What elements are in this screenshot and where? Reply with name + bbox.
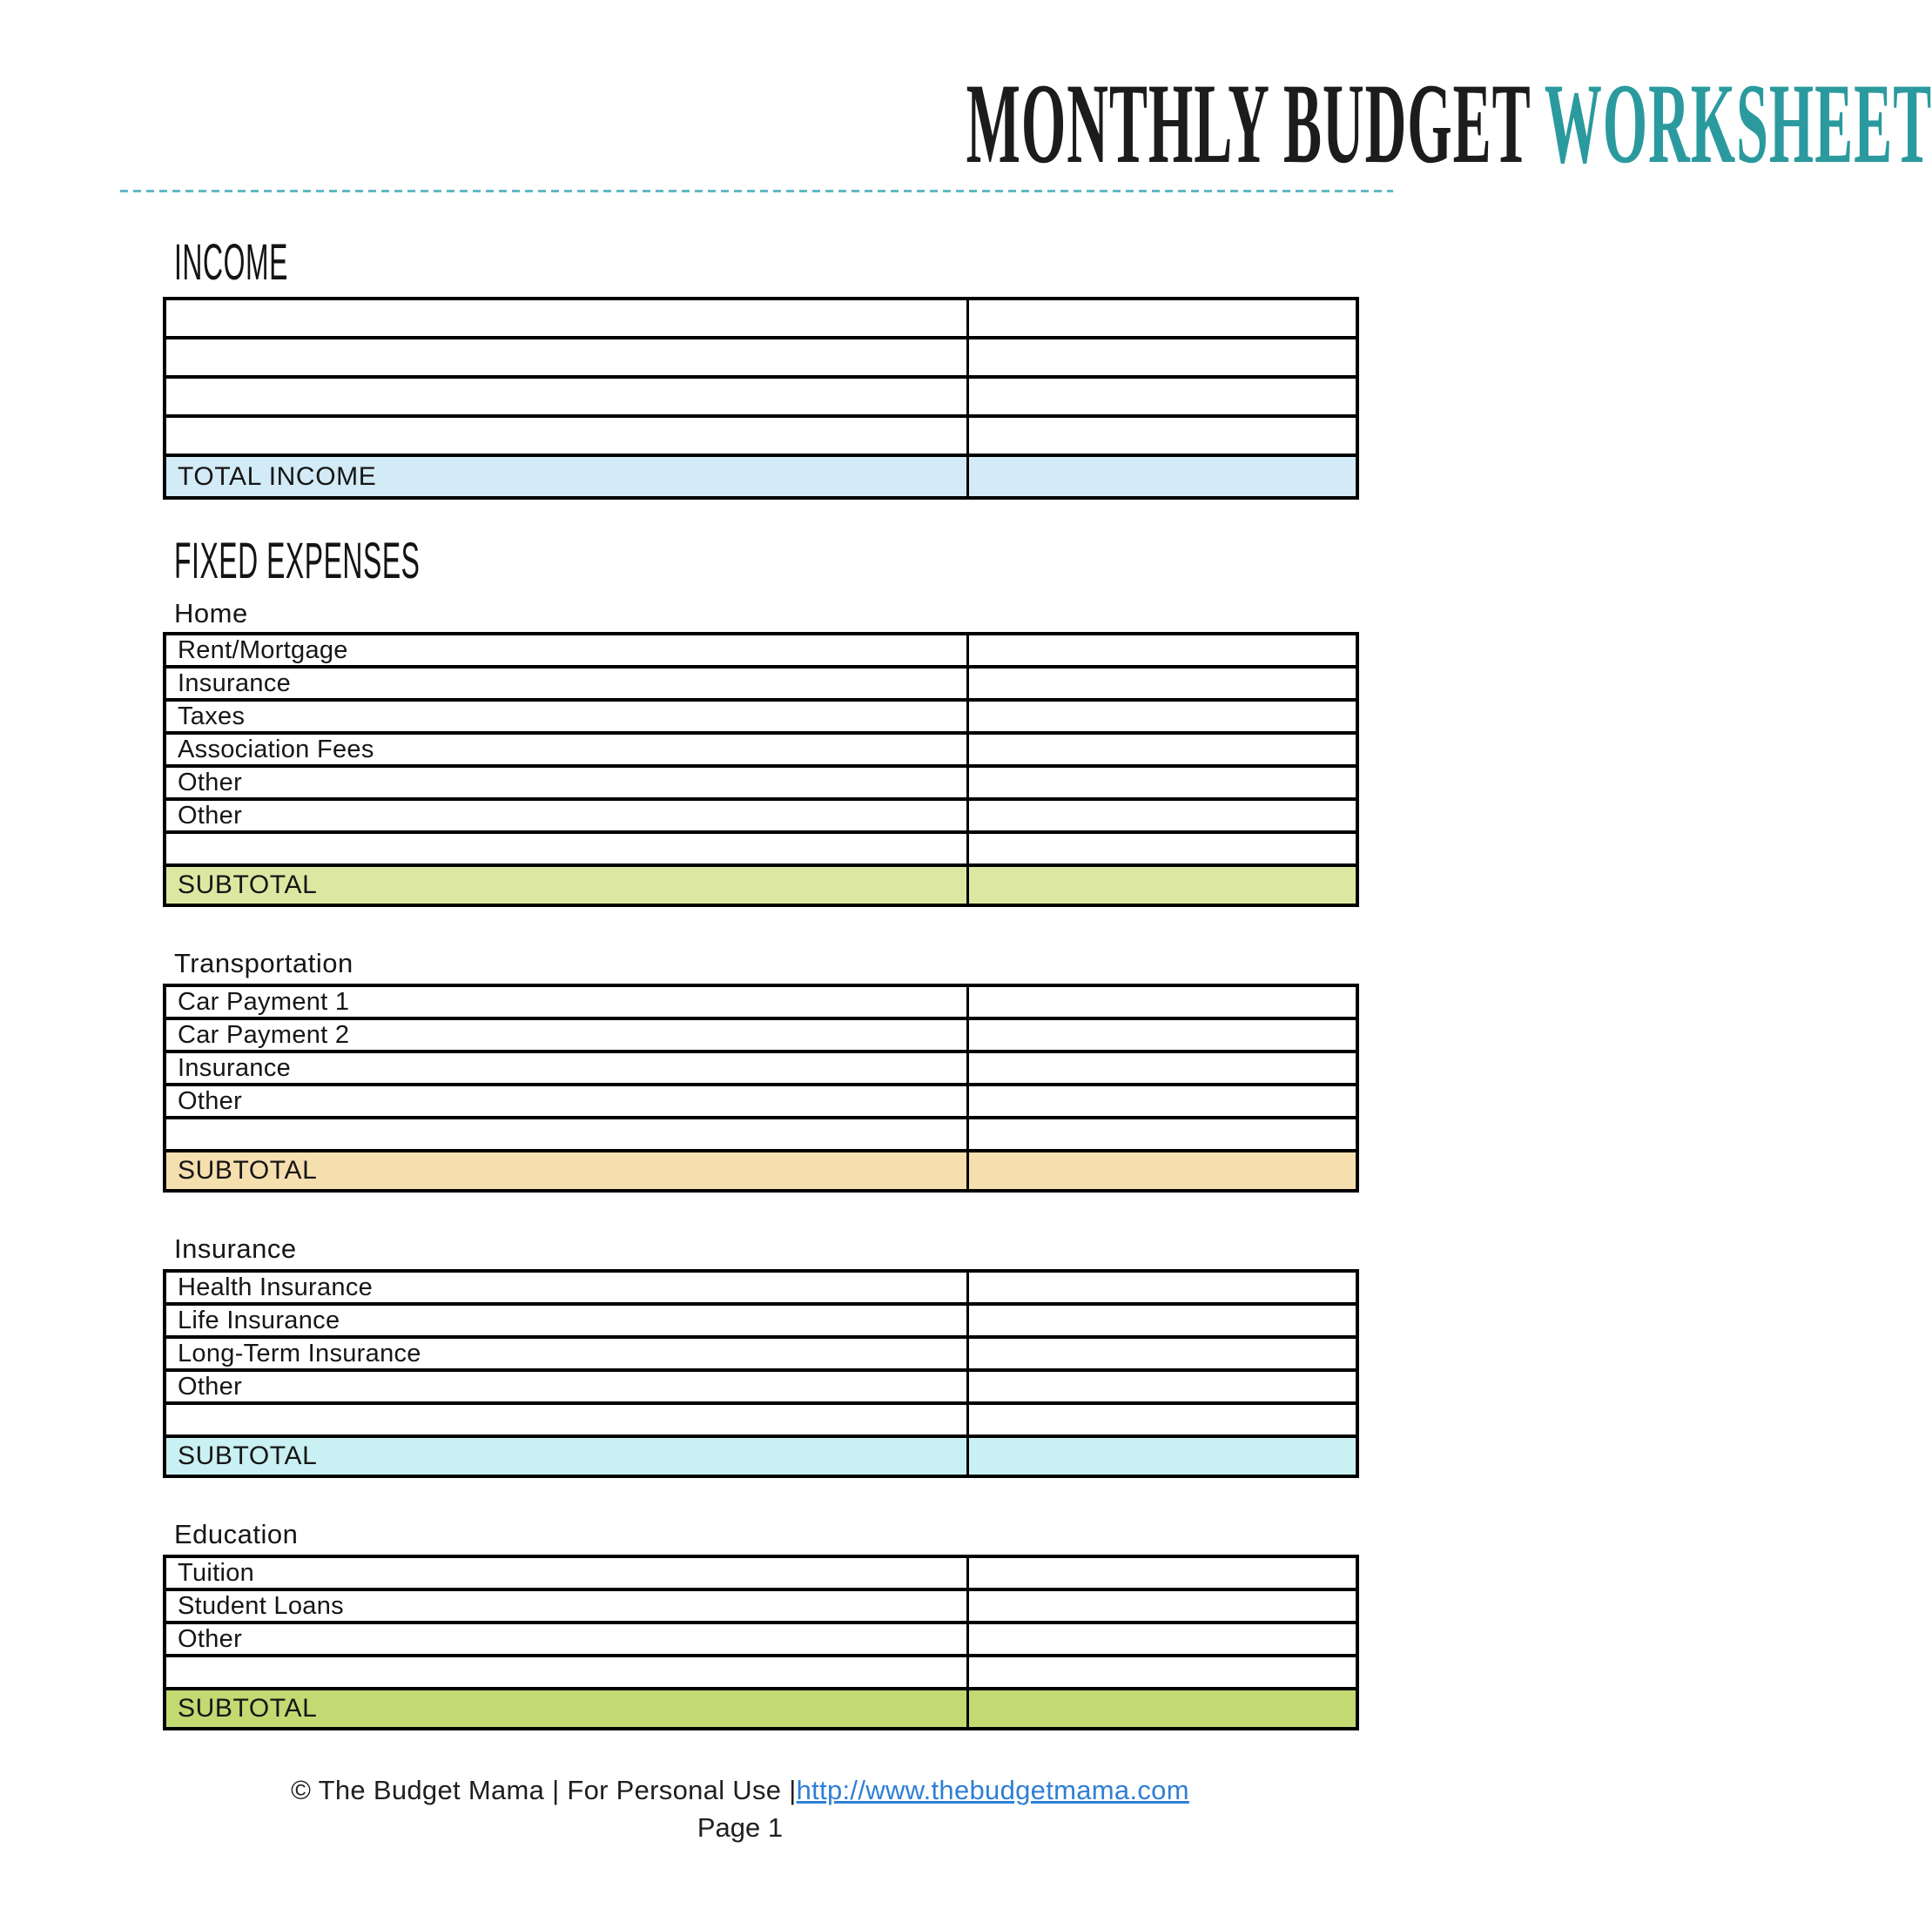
- item-label-cell: [166, 1657, 969, 1687]
- amount-cell: [969, 1372, 1356, 1401]
- table-row: [166, 1405, 1356, 1438]
- item-label-cell: Student Loans: [166, 1591, 969, 1621]
- item-label-cell: Tuition: [166, 1558, 969, 1588]
- item-label-cell: [166, 1119, 969, 1149]
- amount-cell: [969, 1020, 1356, 1050]
- income-amount-cell: [969, 300, 1356, 336]
- subtotal-label: SUBTOTAL: [166, 867, 969, 904]
- budget-mama-link[interactable]: http://www.thebudgetmama.com: [796, 1775, 1189, 1806]
- worksheet-content: [163, 234, 1359, 1730]
- credit-line: [0, 1774, 1480, 1808]
- table-row: [166, 635, 1356, 669]
- subtotal-amount-cell: [969, 1438, 1356, 1475]
- home-subtotal-row: [166, 867, 1356, 904]
- amount-cell: [969, 1339, 1356, 1368]
- table-row: [166, 1053, 1356, 1086]
- item-label-cell: Insurance: [166, 669, 969, 698]
- subtotal-label: SUBTOTAL: [166, 1690, 969, 1727]
- item-label-cell: Other: [166, 801, 969, 830]
- item-label-cell: Other: [166, 1086, 969, 1116]
- subtotal-amount-cell: [969, 1152, 1356, 1189]
- subtotal-label: SUBTOTAL: [166, 1152, 969, 1189]
- item-label-cell: Car Payment 1: [166, 987, 969, 1017]
- amount-cell: [969, 1624, 1356, 1654]
- table-row: [166, 669, 1356, 702]
- table-row: [166, 1020, 1356, 1053]
- amount-cell: [969, 635, 1356, 665]
- amount-cell: [969, 1086, 1356, 1116]
- transportation-group-heading: Transportation: [174, 948, 353, 979]
- amount-cell: [969, 801, 1356, 830]
- title-dashed-divider: [120, 190, 1393, 192]
- item-label-cell: Rent/Mortgage: [166, 635, 969, 665]
- item-label-cell: Other: [166, 1624, 969, 1654]
- amount-cell: [969, 1053, 1356, 1083]
- item-label-cell: Other: [166, 768, 969, 797]
- table-row: [166, 987, 1356, 1020]
- page-footer: [0, 1774, 1480, 1845]
- insurance-group-heading: Insurance: [174, 1233, 297, 1265]
- amount-cell: [969, 987, 1356, 1017]
- table-row: [166, 702, 1356, 735]
- subtotal-amount-cell: [969, 1690, 1356, 1727]
- table-row: [166, 1273, 1356, 1306]
- income-item-cell: [166, 418, 969, 454]
- insurance-expense-table: [163, 1269, 1359, 1478]
- table-row: [166, 1624, 1356, 1657]
- amount-cell: [969, 834, 1356, 863]
- insurance-subtotal-row: [166, 1438, 1356, 1475]
- subtotal-amount-cell: [969, 867, 1356, 904]
- total-income-amount-cell: [969, 457, 1356, 496]
- amount-cell: [969, 1119, 1356, 1149]
- education-group-heading: Education: [174, 1519, 299, 1550]
- amount-cell: [969, 669, 1356, 698]
- income-amount-cell: [969, 339, 1356, 375]
- income-amount-cell: [969, 379, 1356, 414]
- amount-cell: [969, 768, 1356, 797]
- income-table: [163, 297, 1359, 500]
- amount-cell: [969, 1558, 1356, 1588]
- item-label-cell: Taxes: [166, 702, 969, 731]
- income-row: [166, 339, 1356, 379]
- income-item-cell: [166, 300, 969, 336]
- table-row: [166, 735, 1356, 768]
- income-item-cell: [166, 339, 969, 375]
- table-row: [166, 1306, 1356, 1339]
- amount-cell: [969, 1273, 1356, 1302]
- table-row: [166, 1086, 1356, 1119]
- table-row: [166, 1657, 1356, 1690]
- table-row: [166, 768, 1356, 801]
- total-income-row: [166, 457, 1356, 496]
- amount-cell: [969, 702, 1356, 731]
- item-label-cell: Car Payment 2: [166, 1020, 969, 1050]
- table-row: [166, 1372, 1356, 1405]
- table-row: [166, 1591, 1356, 1624]
- amount-cell: [969, 1405, 1356, 1435]
- transportation-subtotal-row: [166, 1152, 1356, 1189]
- item-label-cell: Life Insurance: [166, 1306, 969, 1335]
- income-row: [166, 379, 1356, 418]
- item-label-cell: Health Insurance: [166, 1273, 969, 1302]
- page-title: [0, 59, 1932, 187]
- fixed-expenses-section-heading: FIXED EXPENSES: [174, 533, 421, 589]
- home-group-heading: Home: [174, 598, 248, 628]
- income-row: [166, 418, 1356, 457]
- table-row: [166, 1339, 1356, 1372]
- copyright-text: © The Budget Mama | For Personal Use |: [291, 1775, 797, 1806]
- amount-cell: [969, 735, 1356, 764]
- amount-cell: [969, 1657, 1356, 1687]
- table-row: [166, 801, 1356, 834]
- income-item-cell: [166, 379, 969, 414]
- table-row: [166, 834, 1356, 867]
- item-label-cell: [166, 1405, 969, 1435]
- amount-cell: [969, 1591, 1356, 1621]
- item-label-cell: Insurance: [166, 1053, 969, 1083]
- subtotal-label: SUBTOTAL: [166, 1438, 969, 1475]
- table-row: [166, 1119, 1356, 1152]
- page-number: Page 1: [697, 1812, 784, 1844]
- table-row: [166, 1558, 1356, 1591]
- title-monthly-budget: MONTHLY BUDGET: [966, 59, 1531, 187]
- income-section-heading: INCOME: [174, 234, 288, 291]
- item-label-cell: Long-Term Insurance: [166, 1339, 969, 1368]
- title-worksheet: WORKSHEET: [1544, 59, 1932, 187]
- transportation-expense-table: [163, 984, 1359, 1193]
- amount-cell: [969, 1306, 1356, 1335]
- income-row: [166, 300, 1356, 339]
- education-subtotal-row: [166, 1690, 1356, 1727]
- item-label-cell: Other: [166, 1372, 969, 1401]
- page-header: [0, 0, 1932, 192]
- item-label-cell: [166, 834, 969, 863]
- total-income-label: TOTAL INCOME: [166, 457, 969, 496]
- item-label-cell: Association Fees: [166, 735, 969, 764]
- education-expense-table: [163, 1555, 1359, 1730]
- income-amount-cell: [969, 418, 1356, 454]
- home-expense-table: [163, 632, 1359, 907]
